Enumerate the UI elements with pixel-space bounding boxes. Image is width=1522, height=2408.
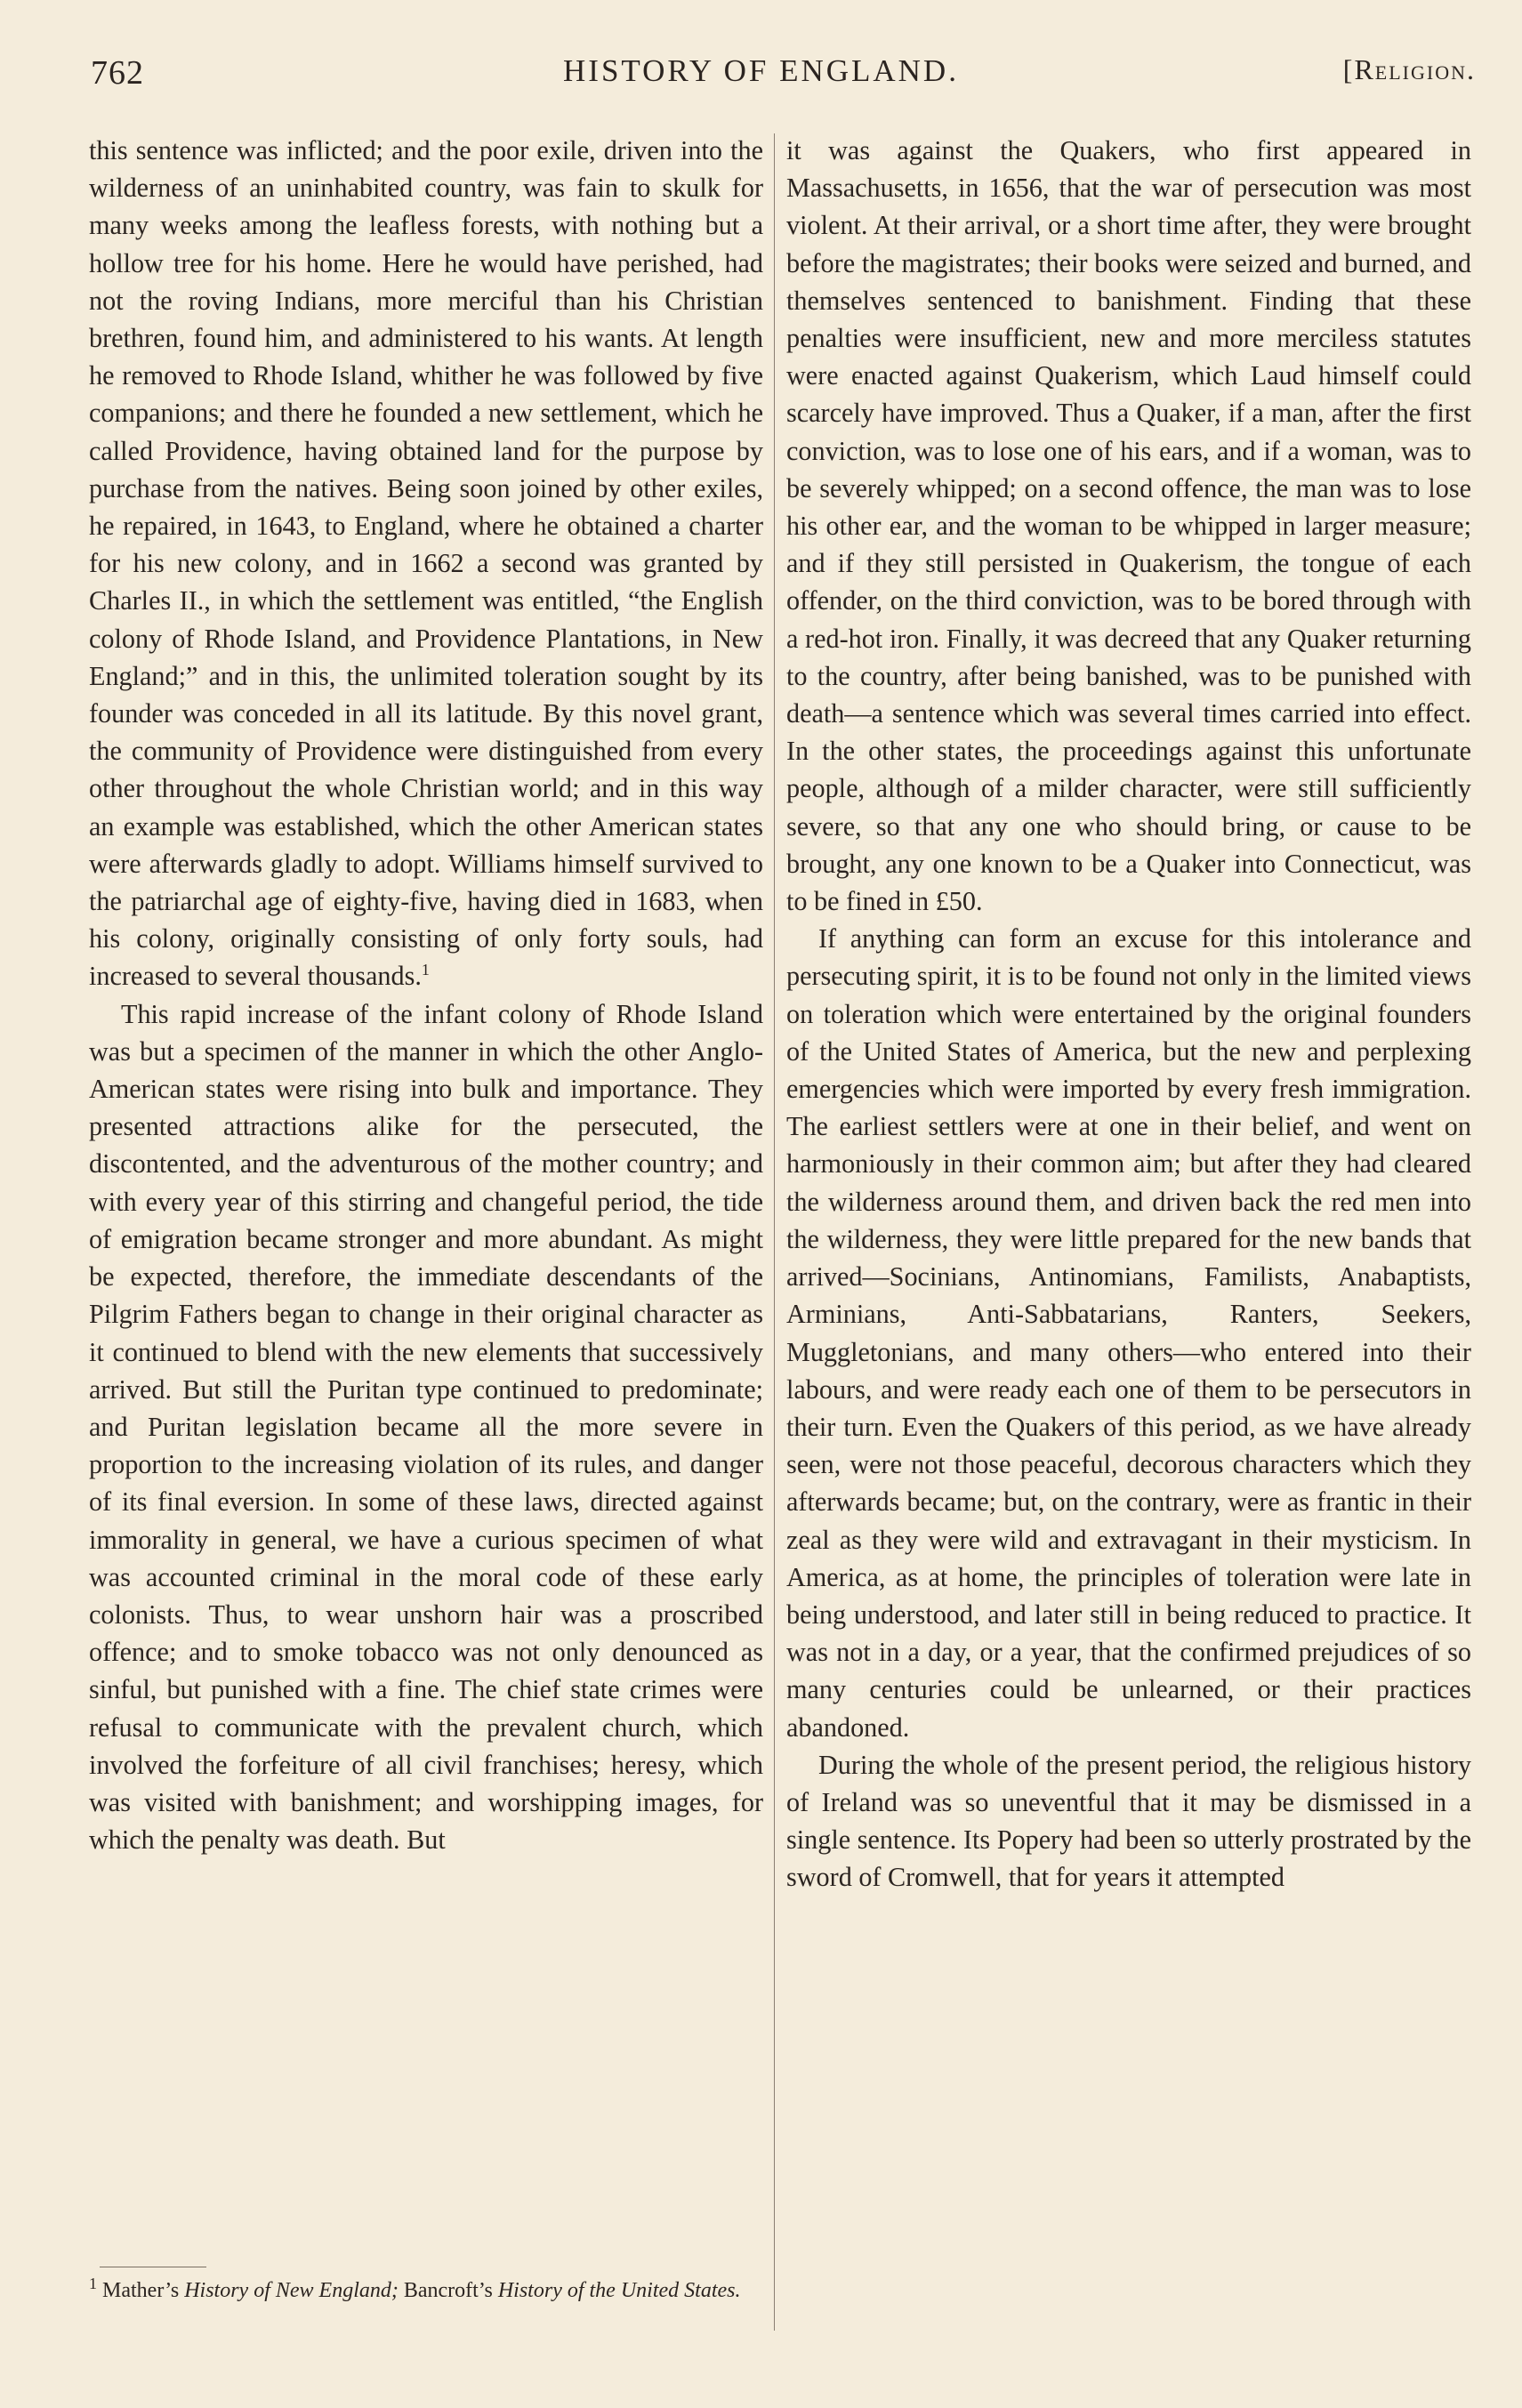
right-paragraph-1: it was against the Quakers, who first appeared in Massachusetts, in 1656, that the war of persecution was most violent. At their arrival, or a short time after, they were brought before the magistrates; their books were seized and burned, and themselves sentenced to banishment. Finding that these penalties were insufficient, new and more merciless statutes were enacted against Quakerism, which Laud himself could scarcely have improved. Thus a Quaker, if a man, after the first conviction, was to lose one of his ears, and if a woman, was to be severely whipped; on a second offence, the man was to lose his other ear, and the woman to be whipped in larger measure; and if they still persisted in Quakerism, the tongue of each offender, on the third conviction, was to be bored through with a red-hot iron. Finally, it was decreed that any Quaker returning to the country, after being banished, was to be punished with death—a sentence which was several times carried into effect. In the other states, the proceedings against this unfortunate people, although of a milder character, were still sufficiently severe, so that any one who should bring, or cause to be brought, any one known to be a Quaker into Connecticut, was to be fined in £50. [786, 135, 1471, 917]
section-tag: [Religion. [1342, 53, 1476, 85]
left-column [89, 132, 763, 1858]
running-title: HISTORY OF ENGLAND. [563, 53, 959, 88]
left-paragraph-1 [89, 132, 763, 995]
footnote-reference: 1 [421, 961, 430, 979]
footnote-title-1: History of New England; [184, 2279, 399, 2302]
footnote-author-1: Mather’s [102, 2279, 180, 2302]
page-number: 762 [91, 54, 144, 92]
left-paragraph-2: This rapid increase of the infant colony of Rhode Island was but a specimen of the manner in which the other Anglo-American states were rising into bulk and importance. They presented attractions alike for the persecuted, the discontented, and the adventurous of the mother country; and with every year of this stirring and changeful period, the tide of emigration became stronger and more abundant. As might be expected, therefore, the immediate descendants of the Pilgrim Fathers began to change in their original character as it continued to blend with the new elements that successively arrived. But still the Puritan type continued to predominate; and Puritan legislation became all the more severe in proportion to the increasing violation of its rules, and danger of its final eversion. In some of these laws, directed against immorality in general, we have a curious specimen of what was accounted criminal in the moral code of these early colonists. Thus, to wear unshorn hair was a proscribed offence; and to smoke tobacco was not only denounced as sinful, but punished with a fine. The chief state crimes were refusal to communicate with the prevalent church, which involved the forfeiture of all civil franchises; heresy, which was visited with banishment; and worshipping images, for which the penalty was death. But [89, 998, 763, 1856]
right-column [786, 132, 1471, 1897]
right-paragraph-3: During the whole of the present period, the religious history of Ireland was so uneventful that it may be dismissed in a single sentence. Its Popery had been so utterly prostrated by the sword of Cromwell, that for years it attempted [786, 1749, 1471, 1893]
footnote-title-2: History of the United States. [497, 2279, 741, 2302]
footnote-author-2: Bancroft’s [403, 2279, 493, 2302]
footnote-marker: 1 [89, 2275, 97, 2292]
column-divider [774, 133, 775, 2331]
footnote [89, 2275, 774, 2306]
left-paragraph-1-text: this sentence was inflicted; and the poor exile, driven into the wilderness of an uninhabited country, was fain to skulk for many weeks among the leafless forests, with nothing but a hollow tree for his home. Here he would have perished, had not the roving Indians, more merciful than his Christian brethren, found him, and administered to his wants. At length he removed to Rhode Island, whither he was followed by five companions; and there he founded a new settlement, which he called Providence, having obtained land for the purpose by purchase from the natives. Being soon joined by other exiles, he repaired, in 1643, to England, where he obtained a charter for his new colony, and in 1662 a second was granted by Charles II., in which the settlement was entitled, “the English colony of Rhode Island, and Providence Plantations, in New England;” and in this, the unlimited toleration sought by its founder was conceded in all its latitude. By this novel grant, the community of Providence were distinguished from every other throughout the whole Christian world; and in this way an example was established, which the other American states were afterwards gladly to adopt. Williams himself survived to the patriarchal age of eighty-five, having died in 1683, when his colony, originally consisting of only forty souls, had increased to several thousands. [89, 135, 763, 992]
right-paragraph-2: If anything can form an excuse for this intolerance and persecuting spirit, it is to be found not only in the limited views on toleration which were entertained by the original founders of the United States of America, but the new and perplexing emergencies which were imported by every fresh immigration. The earliest settlers were at one in their belief, and went on harmoniously in their common aim; but after they had cleared the wilderness around them, and driven back the red men into the wilderness, they were little prepared for the new bands that arrived—Socinians, Antinomians, Familists, Anabaptists, Arminians, Anti-Sabbatarians, Ranters, Seekers, Muggletonians, and many others—who entered into their labours, and were ready each one of them to be persecutors in their turn. Even the Quakers of this period, as we have already seen, were not those peaceful, decorous characters which they afterwards became; but, on the contrary, were as frantic in their zeal as they were wild and extravagant in their mysticism. In America, as at home, the principles of toleration were late in being understood, and later still in being reduced to practice. It was not in a day, or a year, that the confirmed prejudices of so many centuries could be unlearned, or their practices abandoned. [786, 923, 1471, 1743]
page-header [0, 53, 1522, 107]
